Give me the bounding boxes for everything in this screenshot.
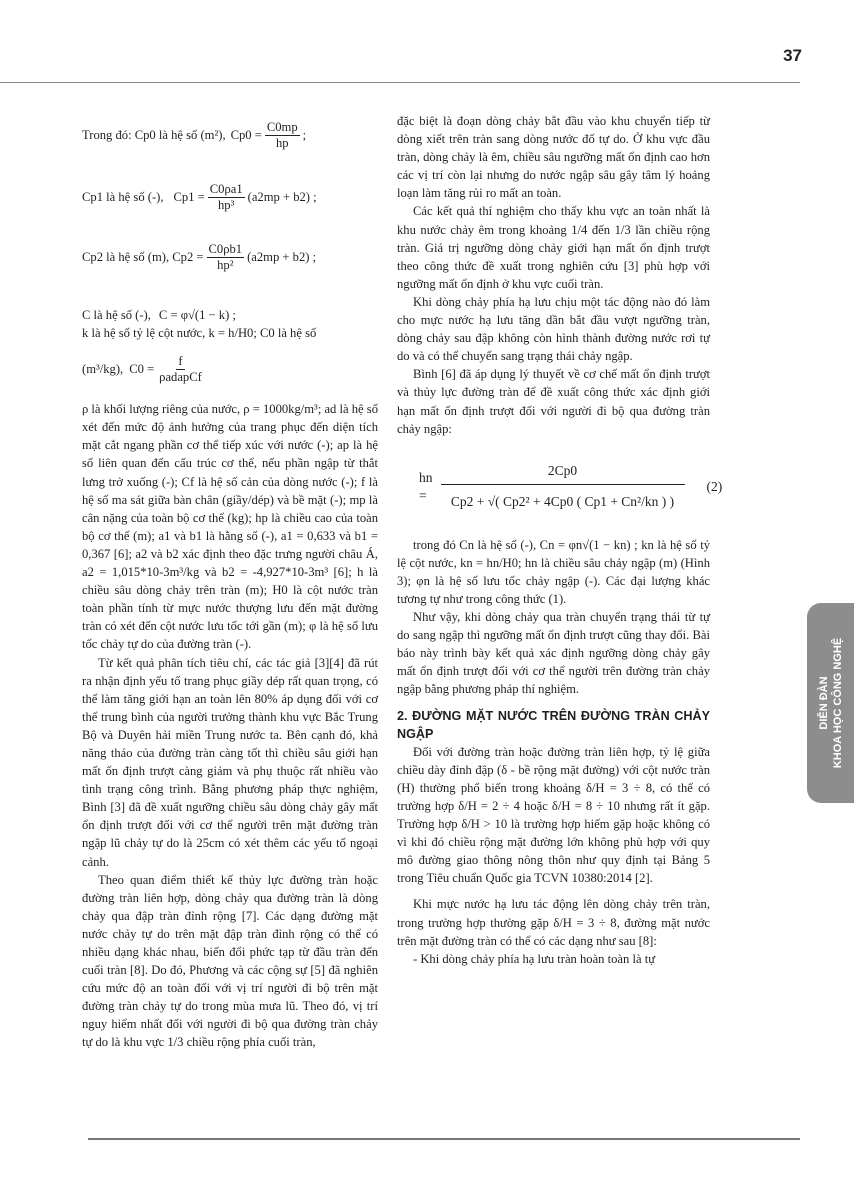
formula-cp2-text: Cp2 là hệ số (m), Cp2 =: [82, 249, 204, 264]
formula-cp0-lhs: Cp0 =: [230, 127, 262, 142]
formula-cp0-semicolon: ;: [302, 127, 307, 142]
formula-cp2-numerator: C0ρb1: [208, 241, 243, 256]
page-number: 37: [783, 46, 802, 65]
left-column: [82, 112, 378, 1052]
formula-cp2-tail: (a2mp + b2) ;: [247, 249, 317, 264]
equation-2: [419, 444, 723, 530]
formula-c0-denominator: ρadapCf: [159, 369, 202, 384]
formula-cp1-text: Cp1 là hệ số (-),: [82, 189, 164, 204]
formula-cp2-denominator: hp²: [217, 257, 234, 272]
formula-c-equation: C = φ√(1 − k) ;: [158, 308, 236, 322]
formula-cp1-numerator: C0ρa1: [209, 181, 243, 196]
paragraph-where: trong đó Cn là hệ số (-), Cn = φn√(1 − kn) ; kn là hệ số tỷ lệ cột nước, kn = hn/H0; hn là chiều sâu chảy ngập (m) (Hình 3); φn là hệ số lưu tốc chảy ngập (-). Các đại lượng khác tương tự như trong công thức (1).: [397, 537, 710, 606]
paragraph-tailwater: Khi mực nước hạ lưu tác động lên dòng chảy trên tràn, trong trường hợp thường gặp δ/H = 3 ÷ 8, đường mặt nước trên mặt đường tràn có thể có các dạng như sau [8]:: [397, 897, 710, 948]
formula-c0: [82, 346, 378, 392]
paragraph-downstream: Khi dòng chảy phía hạ lưu chịu một tác động nào đó làm cho mực nước hạ lưu tăng dần bắt đầu vượt ngưỡng tràn, dòng chảy sau đập không còn hình thành đường nước rơi tự do và có thể chuyển sang trạng thái chảy ngập.: [397, 294, 710, 364]
equation-2-numerator: 2Cp0: [441, 462, 685, 485]
section-heading: 2. ĐƯỜNG MẶT NƯỚC TRÊN ĐƯỜNG TRÀN CHẢY NGẬP: [397, 708, 710, 741]
paragraph-results: Các kết quả thí nghiệm cho thấy khu vực an toàn nhất là khu nước chảy êm trong khoảng 1/4 đến 1/3 lần chiều rộng tràn. Giá trị ngưỡng dòng chảy giới hạn mất ổn định trượt theo công thức đề xuất trong nghiên cứu [3] phù hợp với ngưỡng mất ổn định ở khu vực cuối tràn.: [397, 204, 710, 291]
equation-2-denominator: Cp2 + √( Cp2² + 4Cp0 ( Cp1 + Cn²/kn ) ): [450, 494, 675, 510]
equation-2-lhs: hn =: [419, 469, 433, 503]
paragraph-rho: ρ là khối lượng riêng của nước, ρ = 1000kg/m³; ad là hệ số xét đến mức độ ảnh hưởng của trang phục đến diện tích mặt cắt ngang phần cơ thể tiếp xúc với nước (-); ap là hệ số liên quan đến cấu trúc cơ thể, nếu phần ngập từ thắt lưng trở xuống (-); Cf là hệ số cản của dòng nước (-); f là hệ số ma sát giữa bàn chân (giầy/dép) và bề mặt (-); mp là cân nặng của toàn bộ cơ thể (kg); hp là chiều cao của toàn bộ cơ thể (m); a1 và b1 là hằng số (-), a1 = 0,633 và b1 = 0,367 [6]; a2 và b2 xác định theo đặc trưng người châu Á, a2 = 1,015*10-3m³/kg và b2 = -4,927*10-3m³ [6]; h là chiều sâu dòng chảy trên tràn (m); H0 là cột nước tràn toàn phần tính từ mực nước thượng lưu đến mặt đường tràn có xét đến cột nước lưu tốc tới gần (m); φ là hệ số lưu tốc chảy tự do của đường tràn (-).: [82, 402, 378, 652]
top-rule: [0, 82, 800, 83]
formula-c0-lhs: C0 =: [129, 362, 155, 377]
equation-2-fraction: [441, 462, 685, 511]
formula-cp0-text: Trong đó: Cp0 là hệ số (m²),: [82, 127, 226, 142]
formula-cp2-fraction: [207, 242, 245, 273]
formula-cp1-lhs: Cp1 =: [173, 189, 205, 204]
formula-c0-text: (m³/kg),: [82, 362, 124, 377]
bottom-rule: [88, 1138, 800, 1140]
side-tab-label: [817, 638, 845, 768]
formula-cp0-numerator: C0mp: [266, 119, 298, 134]
paragraph-binh: Bình [6] đã áp dụng lý thuyết về cơ chế mất ổn định trượt và thủy lực đường tràn để đề xuất công thức xác định giới hạn mất ổn định trượt đối với người đi bộ qua đường tràn chảy ngập:: [397, 367, 710, 436]
formula-cp1-fraction: [208, 182, 245, 213]
paragraph-criteria: Từ kết quả phân tích tiêu chí, các tác giả [3][4] đã rút ra nhận định yếu tố trang phục giầy dép rất quan trọng, có thể làm tăng giới hạn an toàn lên 80% áp dụng đối với cơ thể trung bình của người trưởng thành khu vực Bắc Trung Bộ và Duyên hải miền Trung nước ta. Bên cạnh đó, khả năng tháo của đường tràn càng tốt thì chiều sâu giới hạn mất ổn định trượt càng giảm và phụ thuộc rất nhiều vào tình trạng công trình. Bằng phương pháp thực nghiệm, Bình [3] đã đề xuất ngưỡng chiều sâu dòng chảy gây mất ổn định trượt đối với cơ thể người trên mặt đường tràn ngập lũ chảy tự do là 25cm có xét thêm các yếu tố ngoại cảnh.: [82, 655, 378, 869]
paragraph-ratio: Đối với đường tràn hoặc đường tràn liên hợp, tỷ lệ giữa chiều dày đỉnh đập (δ - bề rộng mặt đường) với cột nước tràn (H) thường phổ biến trong khoảng δ/H = 3 ÷ 8, có thể có trường hợp δ/H = 2 ÷ 4 hoặc δ/H = 8 ÷ 10 nhưng rất ít gặp. Trường hợp δ/H > 10 là trường hợp hiếm gặp hoặc không có vì khi đó chiều rộng mặt đường lớn không phù hợp với quy mô đường giao thông nông thôn như quy định tại Bảng 5 trong Tiêu chuẩn Quốc gia TCVN 10380:2014 [2].: [397, 744, 710, 886]
paragraph-case: - Khi dòng chảy phía hạ lưu tràn hoàn toàn là tự: [413, 951, 656, 966]
paragraph-design: Theo quan điểm thiết kế thủy lực đường tràn hoặc đường tràn liên hợp, dòng chảy qua đường tràn là dòng chảy qua đập tràn đỉnh rộng [7]. Các dạng đường mặt nước chảy tự do trên mặt đập tràn đỉnh rộng có thể có nhiều dạng khác nhau, biến đổi phức tạp từ đầu tràn đến cuối tràn [8]. Do đó, Phương và các cộng sự [5] đã nghiên cứu mức độ an toàn đối với vị trí người đi bộ trên mặt đường tràn chảy tự do trong mùa mưa lũ. Theo đó, vị trí nguy hiểm nhất đối với người đi bộ qua đường tràn chảy tự do là khu vực 1/3 chiều rộng phía cuối tràn,: [82, 872, 378, 1050]
formula-cp2: [82, 232, 378, 282]
side-tab-line2: KHOA HỌC CÔNG NGHỆ: [831, 637, 844, 769]
side-tab-line1: DIỄN ĐÀN: [817, 676, 830, 730]
formula-cp0-denominator: hp: [275, 135, 289, 150]
formula-k-text: k là hệ số tỷ lệ cột nước, k = h/H0; C0 là hệ số: [82, 326, 317, 341]
formula-cp1-denominator: hp³: [218, 197, 235, 212]
paragraph-conclusion: Như vậy, khi dòng chảy qua tràn chuyển trạng thái từ tự do sang ngập thì ngưỡng mất ổn định trượt cũng thay đổi. Bài báo này trình bày kết quả xác định ngưỡng dòng chảy gây mất ổn định trượt đối với cơ thể người trên đường tràn chảy ngập bằng phương pháp thí nghiệm.: [397, 610, 710, 697]
side-tab: [807, 603, 854, 803]
formula-cp1-tail: (a2mp + b2) ;: [247, 189, 317, 204]
formula-c0-numerator: f: [178, 353, 183, 368]
formula-c0-fraction: [157, 354, 204, 385]
formula-c: [82, 306, 378, 324]
formula-cp0: [82, 112, 378, 158]
paragraph-transition: đặc biệt là đoạn dòng chảy bắt đầu vào khu chuyển tiếp từ dòng xiết trên tràn sang dòng nước đổ tự do. Ở khu vực đầu tràn, dòng chảy là êm, chiều sâu ngưỡng mất ổn định cao hơn các vị trí còn lại nhưng do nước ngập sâu gây tâm lý hoảng loạn làm tăng rủi ro mất an toàn.: [397, 114, 710, 201]
formula-c-text: C là hệ số (-),: [82, 308, 151, 322]
formula-cp0-fraction: [265, 120, 300, 151]
formula-cp1: [82, 172, 378, 222]
equation-2-number: (2): [706, 478, 723, 494]
right-column: [397, 112, 723, 968]
